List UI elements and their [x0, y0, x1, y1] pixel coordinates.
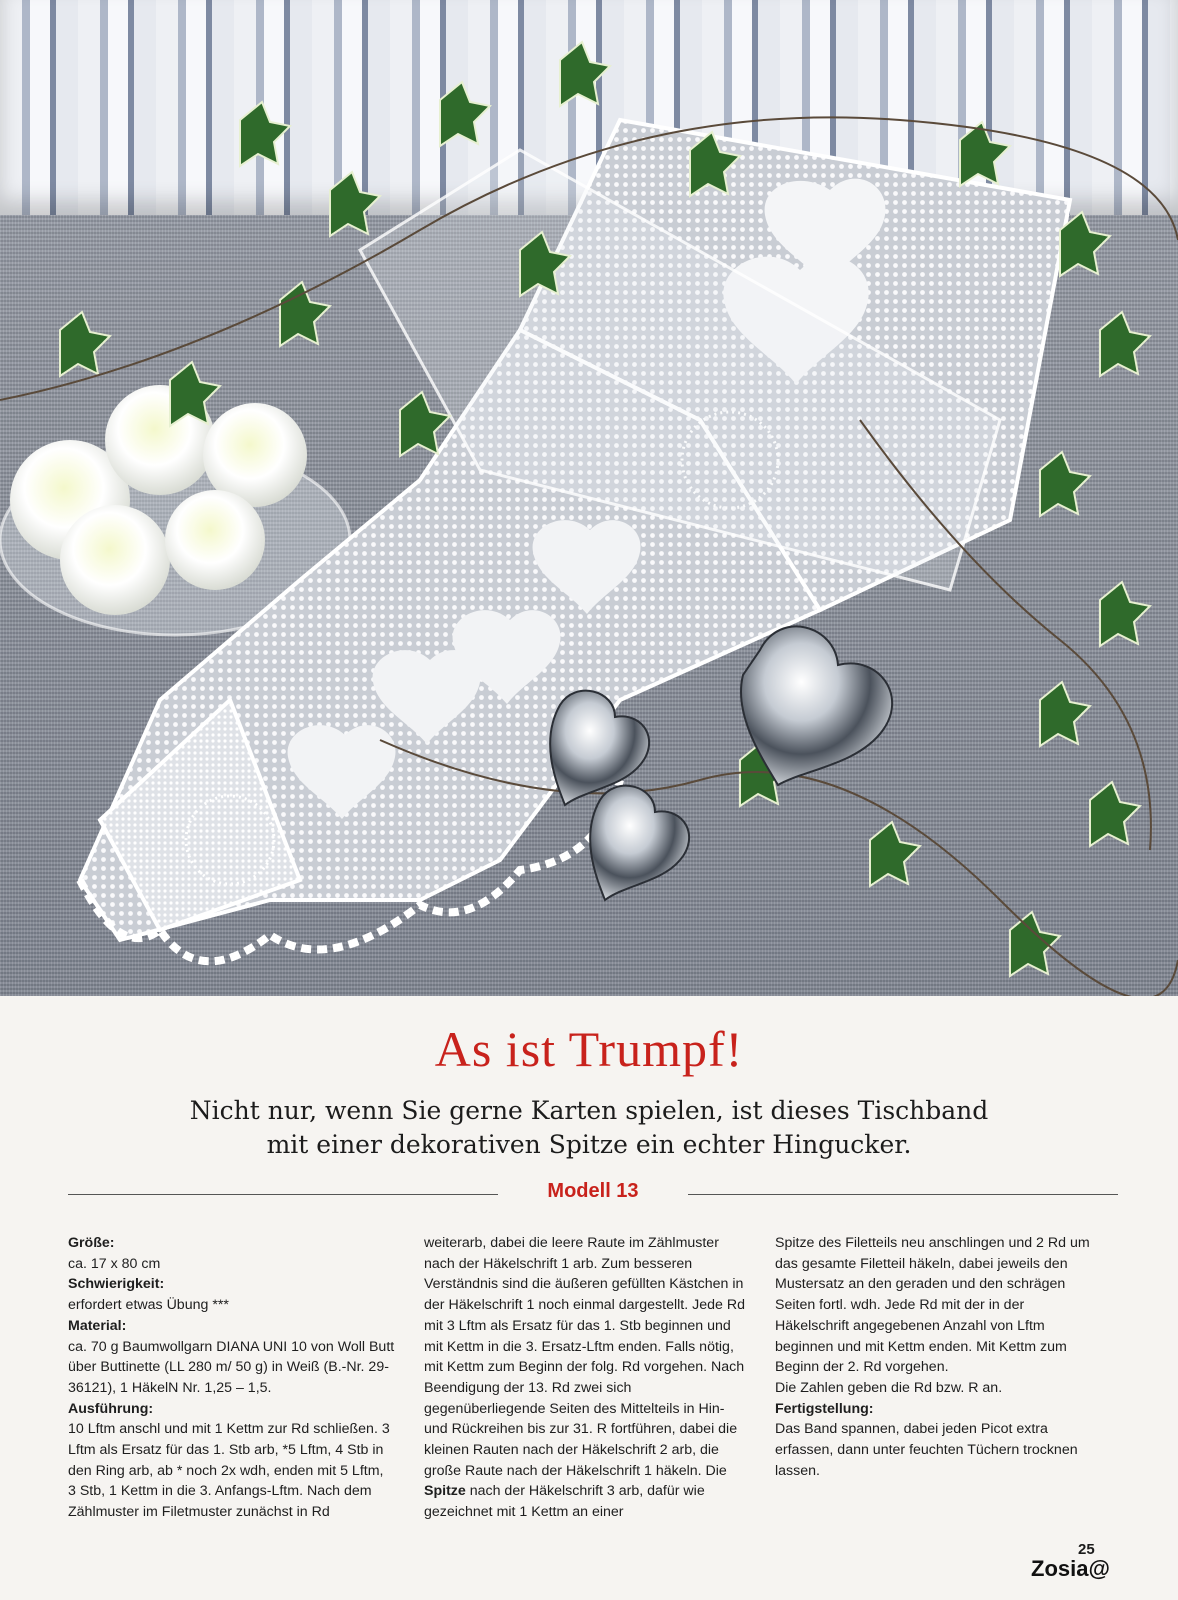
model-row — [68, 1180, 1118, 1210]
model-label: Modell 13 — [547, 1180, 639, 1202]
column-2-text — [424, 1233, 751, 1523]
instructions-column-2 — [424, 1233, 751, 1523]
subline — [0, 1094, 1178, 1162]
execution-text: 10 Lftm anschl und mit 1 Kettm zur Rd schließen. 3 Lftm als Ersatz für das 1. Stb arb, *5 Lftm, 4 Stb in den Ring arb, ab * noch 2x wdh, enden mit 5 Lftm, 3 Stb, 1 Kettm in die 3. Anfangs-Lftm. Nach dem Zählmuster im Filetmuster zunächst in Rd — [68, 1421, 390, 1521]
difficulty-value: erfordert etwas Übung *** — [68, 1297, 229, 1314]
subline-line-1: Nicht nur, wenn Sie gerne Karten spielen, ist dieses Tischband — [189, 1096, 989, 1125]
spitze-bold: Spitze — [424, 1483, 466, 1500]
execution-heading: Ausführung: — [68, 1400, 154, 1417]
instructions-column-1 — [68, 1233, 395, 1523]
size-value: ca. 17 x 80 cm — [68, 1255, 161, 1272]
divider-right — [688, 1194, 1118, 1195]
material-text: ca. 70 g Baumwollgarn DIANA UNI 10 von Woll Butt über Buttinette (LL 280 m/ 50 g) in Weiß (B.-Nr. 29-36121), 1 HäkelN Nr. 1,25 – 1,5. — [68, 1338, 395, 1396]
column-3-text-a: Spitze des Filetteils neu anschlingen und 2 Rd um das gesamte Filetteil häkeln, dabei jeweils den Mustersatz an den geraden und den schrägen Seiten fortl. wdh. Jede Rd mit der in der Häkelschrift angegebenen Anzahl von Lftm beginnen und mit Kettm enden. Mit Kettm zum Beginn der 2. Rd vorgehen. — [775, 1235, 1090, 1376]
page-number: 25 — [1078, 1541, 1095, 1558]
finish-heading: Fertigstellung: — [775, 1400, 874, 1417]
headline: As ist Trumpf! — [434, 1021, 744, 1077]
instructions-column-3 — [775, 1233, 1102, 1481]
size-heading: Größe: — [68, 1235, 115, 1251]
column-3-text-b: Die Zahlen geben die Rd bzw. R an. — [775, 1379, 1003, 1396]
signature-watermark: Zosia@ — [1031, 1556, 1110, 1581]
difficulty-heading: Schwierigkeit: — [68, 1276, 165, 1293]
column-2-text-b: nach der Häkelschrift 3 arb, dafür wie gezeichnet mit 1 Kettm an einer — [424, 1483, 705, 1521]
finish-text: Das Band spannen, dabei jeden Picot extra erfassen, dann unter feuchten Tüchern trocknen lassen. — [775, 1421, 1078, 1479]
subline-line-2: mit einer dekorativen Spitze ein echter Hingucker. — [266, 1130, 912, 1159]
column-2-text-a: weiterarb, dabei die leere Raute im Zählmuster nach der Häkelschrift 1 arb. Zum besseren Verständnis sind die äußeren gefüllten Kästchen in der Häkelschrift 1 noch einmal dargestellt. Jede Rd mit 3 Lftm als Ersatz für das 1. Stb beginnen und mit Kettm in die 3. Ersatz-Lftm enden. Falls nötig, mit Kettm zum Beginn der folg. Rd vorgehen. Nach Beendigung der 13. Rd zwei sich gegenüberliegende Seiten des Mittelteils in Hin- und Rückreihen bis zur 31. R fortführen, dabei die kleinen Rauten nach der Häkelschrift 2 arb, die große Raute nach der Häkelschrift 1 häkeln. Die — [424, 1235, 745, 1479]
material-heading: Material: — [68, 1317, 127, 1334]
